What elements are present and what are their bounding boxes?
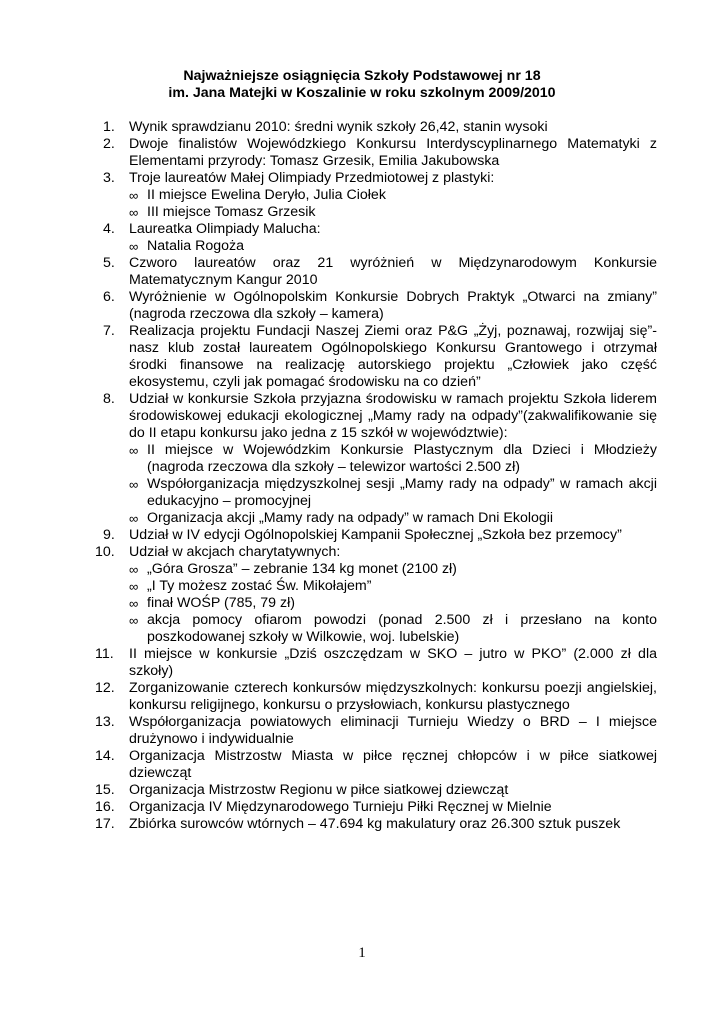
list-item-text: Współorganizacja powiatowych eliminacji Turnieju Wiedzy o BRD – I miejsce drużynowo i indywidualnie: [129, 714, 657, 747]
list-item-number: 3.: [103, 170, 115, 186]
sub-list: [129, 187, 657, 221]
infinity-bullet-icon: ∞: [129, 562, 139, 577]
list-item-text: Wynik sprawdzianu 2010: średni wynik szkoły 26,42, stanin wysoki: [129, 119, 548, 135]
sub-list-item: [129, 595, 657, 612]
infinity-bullet-icon: ∞: [129, 239, 139, 254]
list-item: [103, 391, 657, 527]
list-item: [95, 646, 657, 680]
list-item: [103, 289, 657, 323]
list-item: [103, 119, 657, 136]
list-item-number: 5.: [103, 255, 115, 271]
title-line-1: Najważniejsze osiągnięcia Szkoły Podstawowej nr 18: [183, 68, 541, 84]
list-item-text: Laureatka Olimpiady Malucha:: [129, 221, 321, 237]
list-item-text: Organizacja IV Międzynarodowego Turnieju Piłki Ręcznej w Mielnie: [129, 799, 552, 815]
sub-list-item-text: Organizacja akcji „Mamy rady na odpady” w ramach Dni Ekologii: [147, 510, 554, 526]
sub-list-item: [129, 510, 657, 527]
sub-list-item-text: II miejsce Ewelina Deryło, Julia Ciołek: [147, 187, 386, 203]
list-item-text: Troje laureatów Małej Olimpiady Przedmiotowej z plastyki:: [129, 170, 495, 186]
list-item-number: 1.: [103, 119, 115, 135]
list-item-text: Czworo laureatów oraz 21 wyróżnień w Międzynarodowym Konkursie Matematycznym Kangur 2010: [129, 255, 657, 288]
list-item-text: II miejsce w konkursie „Dziś oszczędzam w SKO – jutro w PKO” (2.000 zł dla szkoły): [129, 646, 657, 679]
achievements-list: [95, 119, 657, 833]
list-item-text: Organizacja Mistrzostw Miasta w piłce ręcznej chłopców i w piłce siatkowej dziewcząt: [129, 748, 657, 781]
infinity-bullet-icon: ∞: [129, 477, 139, 492]
sub-list-item: [129, 204, 657, 221]
list-item-text: Organizacja Mistrzostw Regionu w piłce siatkowej dziewcząt: [129, 782, 509, 798]
sub-list-item-text: Natalia Rogoża: [147, 238, 245, 254]
list-item-number: 4.: [103, 221, 115, 237]
sub-list-item-text: III miejsce Tomasz Grzesik: [147, 204, 316, 220]
sub-list-item-text: finał WOŚP (785, 79 zł): [147, 595, 295, 611]
list-item: [103, 170, 657, 221]
sub-list: [129, 442, 657, 527]
list-item: [103, 323, 657, 391]
list-item-number: 12.: [95, 680, 115, 696]
list-item-text: Realizacja projektu Fundacji Naszej Ziemi oraz P&G „Żyj, poznawaj, rozwijaj się”- nasz klub został laureatem Ogólnopolskiego Konkursu Grantowego i otrzymał środki finansowe na realizację autorskiego projektu „Człowiek jako część ekosystemu, czyli jak pomagać środowisku na co dzień”: [129, 323, 657, 390]
infinity-bullet-icon: ∞: [129, 188, 139, 203]
list-item-number: 2.: [103, 136, 115, 152]
list-item-number: 16.: [95, 799, 115, 815]
sub-list-item: [129, 578, 657, 595]
list-item-number: 7.: [103, 323, 115, 339]
list-item: [95, 748, 657, 782]
infinity-bullet-icon: ∞: [129, 443, 139, 458]
sub-list-item: [129, 187, 657, 204]
list-item-text: Wyróżnienie w Ogólnopolskim Konkursie Dobrych Praktyk „Otwarci na zmiany” (nagroda rzeczowa dla szkoły – kamera): [129, 289, 657, 322]
list-item: [95, 680, 657, 714]
sub-list-item: [129, 476, 657, 510]
list-item-text: Zbiórka surowców wtórnych – 47.694 kg makulatury oraz 26.300 sztuk puszek: [129, 816, 621, 832]
list-item-text: Udział w konkursie Szkoła przyjazna środowisku w ramach projektu Szkoła liderem środowiskowej edukacji ekologicznej „Mamy rady na odpady”(zakwalifikowanie się do II etapu konkursu jako jedna z 15 szkół w województwie):: [129, 391, 657, 441]
sub-list: [129, 561, 657, 646]
list-item-number: 10.: [95, 544, 115, 560]
sub-list-item: [129, 612, 657, 646]
list-item: [95, 714, 657, 748]
sub-list-item: [129, 442, 657, 476]
infinity-bullet-icon: ∞: [129, 511, 139, 526]
list-item-number: 14.: [95, 748, 115, 764]
sub-list-item-text: Współorganizacja międzyszkolnej sesji „Mamy rady na odpady” w ramach akcji edukacyjno – promocyjnej: [147, 476, 657, 509]
list-item: [95, 799, 657, 816]
list-item-number: 8.: [103, 391, 115, 407]
sub-list-item: [129, 561, 657, 578]
sub-list-item-text: II miejsce w Wojewódzkim Konkursie Plastycznym dla Dzieci i Młodzieży (nagroda rzeczowa dla szkoły – telewizor wartości 2.500 zł): [147, 442, 657, 475]
list-item: [103, 527, 657, 544]
list-item: [95, 782, 657, 799]
page-number: 1: [358, 945, 366, 961]
list-item-text: Udział w IV edycji Ogólnopolskiej Kampanii Społecznej „Szkoła bez przemocy”: [129, 527, 622, 543]
list-item-number: 9.: [103, 527, 115, 543]
list-item: [95, 816, 657, 833]
list-item-number: 13.: [95, 714, 115, 730]
sub-list-item: [129, 238, 657, 255]
list-item: [103, 255, 657, 289]
list-item-text: Zorganizowanie czterech konkursów międzyszkolnych: konkursu poezji angielskiej, konkursu religijnego, konkursu o przysłowiach, konkursu plastycznego: [129, 680, 657, 713]
infinity-bullet-icon: ∞: [129, 205, 139, 220]
list-item-text: Udział w akcjach charytatywnych:: [129, 544, 341, 560]
sub-list-item-text: akcja pomocy ofiarom powodzi (ponad 2.500 zł i przesłano na konto poszkodowanej szkoły w Wilkowie, woj. lubelskie): [147, 612, 657, 645]
list-item-number: 15.: [95, 782, 115, 798]
sub-list-item-text: „I Ty możesz zostać Św. Mikołajem”: [147, 578, 372, 594]
list-item-number: 17.: [95, 816, 115, 832]
document-title: [0, 68, 724, 102]
infinity-bullet-icon: ∞: [129, 579, 139, 594]
infinity-bullet-icon: ∞: [129, 596, 139, 611]
list-item-number: 11.: [95, 646, 114, 662]
list-item: [103, 136, 657, 170]
infinity-bullet-icon: ∞: [129, 613, 139, 628]
sub-list-item-text: „Góra Grosza” – zebranie 134 kg monet (2100 zł): [147, 561, 457, 577]
list-item-number: 6.: [103, 289, 115, 305]
list-item: [95, 544, 657, 646]
list-item-text: Dwoje finalistów Wojewódzkiego Konkursu Interdyscyplinarnego Matematyki z Elementami przyrody: Tomasz Grzesik, Emilia Jakubowska: [129, 136, 657, 169]
title-line-2: im. Jana Matejki w Koszalinie w roku szkolnym 2009/2010: [168, 85, 556, 101]
sub-list: [129, 238, 657, 255]
list-item: [103, 221, 657, 255]
